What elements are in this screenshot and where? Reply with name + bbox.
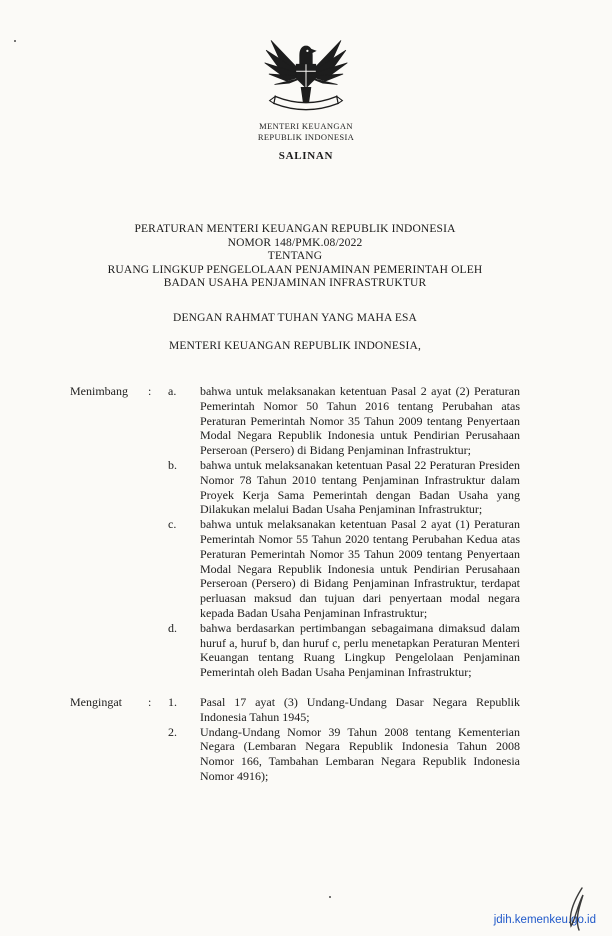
legal-basis-label: Mengingat bbox=[70, 694, 122, 709]
item-marker: b. bbox=[168, 457, 177, 472]
considerations-block bbox=[70, 384, 520, 680]
letterhead-republic: REPUBLIK INDONESIA bbox=[257, 132, 355, 142]
item-text: Pasal 17 ayat (3) Undang-Undang Dasar Negara Republik Indonesia Tahun 1945; bbox=[200, 694, 520, 724]
item-text: bahwa untuk melaksanakan ketentuan Pasal 22 Peraturan Presiden Nomor 78 Tahun 2010 tentang Penjaminan Infrastruktur dalam Proyek Kerja Sama Pemerintah dengan Badan Usaha yang Dilakukan melalui Badan Usaha Penjaminan Infrastruktur; bbox=[200, 457, 520, 517]
consideration-item bbox=[168, 384, 520, 458]
regulation-title bbox=[70, 223, 520, 291]
considerations-label: Menimbang bbox=[70, 384, 128, 398]
item-marker: 1. bbox=[168, 694, 177, 709]
considerations-items bbox=[168, 384, 520, 680]
item-text: Undang-Undang Nomor 39 Tahun 2008 tentang Kementerian Negara (Lembaran Negara Republik Indonesia Tahun 2008 Nomor 166, Tambahan Lembaran Negara Republik Indonesia Nomor 4916); bbox=[200, 724, 520, 783]
legal-basis-item bbox=[168, 695, 520, 725]
item-text: bahwa berdasarkan pertimbangan sebagaimana dimaksud dalam huruf a, huruf b, dan huruf c, perlu menetapkan Peraturan Menteri Keuangan tentang Ruang Lingkup Pengelolaan Penjaminan Pemerintah oleh Badan Usaha Penjaminan Infrastruktur; bbox=[200, 620, 520, 680]
item-marker: a. bbox=[168, 384, 177, 398]
considerations-separator: : bbox=[148, 384, 152, 398]
legal-basis-item bbox=[168, 725, 520, 784]
legal-basis-separator: : bbox=[148, 694, 152, 709]
scan-artifact-dot bbox=[14, 40, 16, 42]
item-marker: c. bbox=[168, 517, 177, 532]
title-number: NOMOR 148/PMK.08/2022 bbox=[227, 236, 363, 249]
title-line-1: PERATURAN MENTERI KEUANGAN REPUBLIK INDONESIA bbox=[134, 223, 456, 235]
item-text: bahwa untuk melaksanakan ketentuan Pasal 2 ayat (2) Peraturan Pemerintah Nomor 50 Tahun 2016 tentang Perubahan atas Peraturan Pemerintah Nomor 35 Tahun 2009 tentang Penyertaan Modal Negara Republik Indonesia untuk Pendirian Perusahaan Perseroan (Persero) di Bidang Penjaminan Infrastruktur; bbox=[200, 384, 520, 458]
document-body bbox=[70, 384, 520, 784]
jdih-watermark-link: jdih.kemenkeu.go.id bbox=[493, 914, 596, 926]
title-line-4: RUANG LINGKUP PENGELOLAAN PENJAMINAN PEMERINTAH OLEH bbox=[107, 263, 483, 276]
item-text: bahwa untuk melaksanakan ketentuan Pasal 2 ayat (1) Peraturan Pemerintah Nomor 55 Tahun 2020 tentang Perubahan Kedua atas Peraturan Pemerintah Nomor 35 Tahun 2009 tentang Penyertaan Modal Negara Republik Indonesia untuk Pendirian Perusahaan Perseroan (Persero) di Bidang Penjaminan Infrastruktur, terdapat perluasan maksud dan tujuan dari penyertaan modal negara kepada Badan Usaha Penjaminan Infrastruktur; bbox=[200, 517, 520, 620]
legal-basis-items bbox=[168, 695, 520, 784]
item-marker: d. bbox=[168, 620, 177, 635]
consideration-item bbox=[168, 621, 520, 680]
consideration-item bbox=[168, 458, 520, 517]
invocation-line: DENGAN RAHMAT TUHAN YANG MAHA ESA bbox=[172, 312, 417, 324]
authority-line: MENTERI KEUANGAN REPUBLIK INDONESIA, bbox=[169, 340, 421, 352]
title-line-5: BADAN USAHA PENJAMINAN INFRASTRUKTUR bbox=[163, 277, 427, 290]
item-marker: 2. bbox=[168, 724, 177, 739]
consideration-item bbox=[168, 517, 520, 621]
legal-basis-block bbox=[70, 695, 520, 784]
scan-artifact-dot bbox=[329, 896, 331, 898]
emblem-container bbox=[0, 33, 612, 120]
copy-label: SALINAN bbox=[278, 150, 334, 162]
letterhead bbox=[0, 121, 612, 143]
title-tentang: TENTANG bbox=[267, 250, 323, 263]
garuda-emblem-icon bbox=[264, 33, 348, 115]
letterhead-ministry: MENTERI KEUANGAN bbox=[259, 121, 353, 131]
